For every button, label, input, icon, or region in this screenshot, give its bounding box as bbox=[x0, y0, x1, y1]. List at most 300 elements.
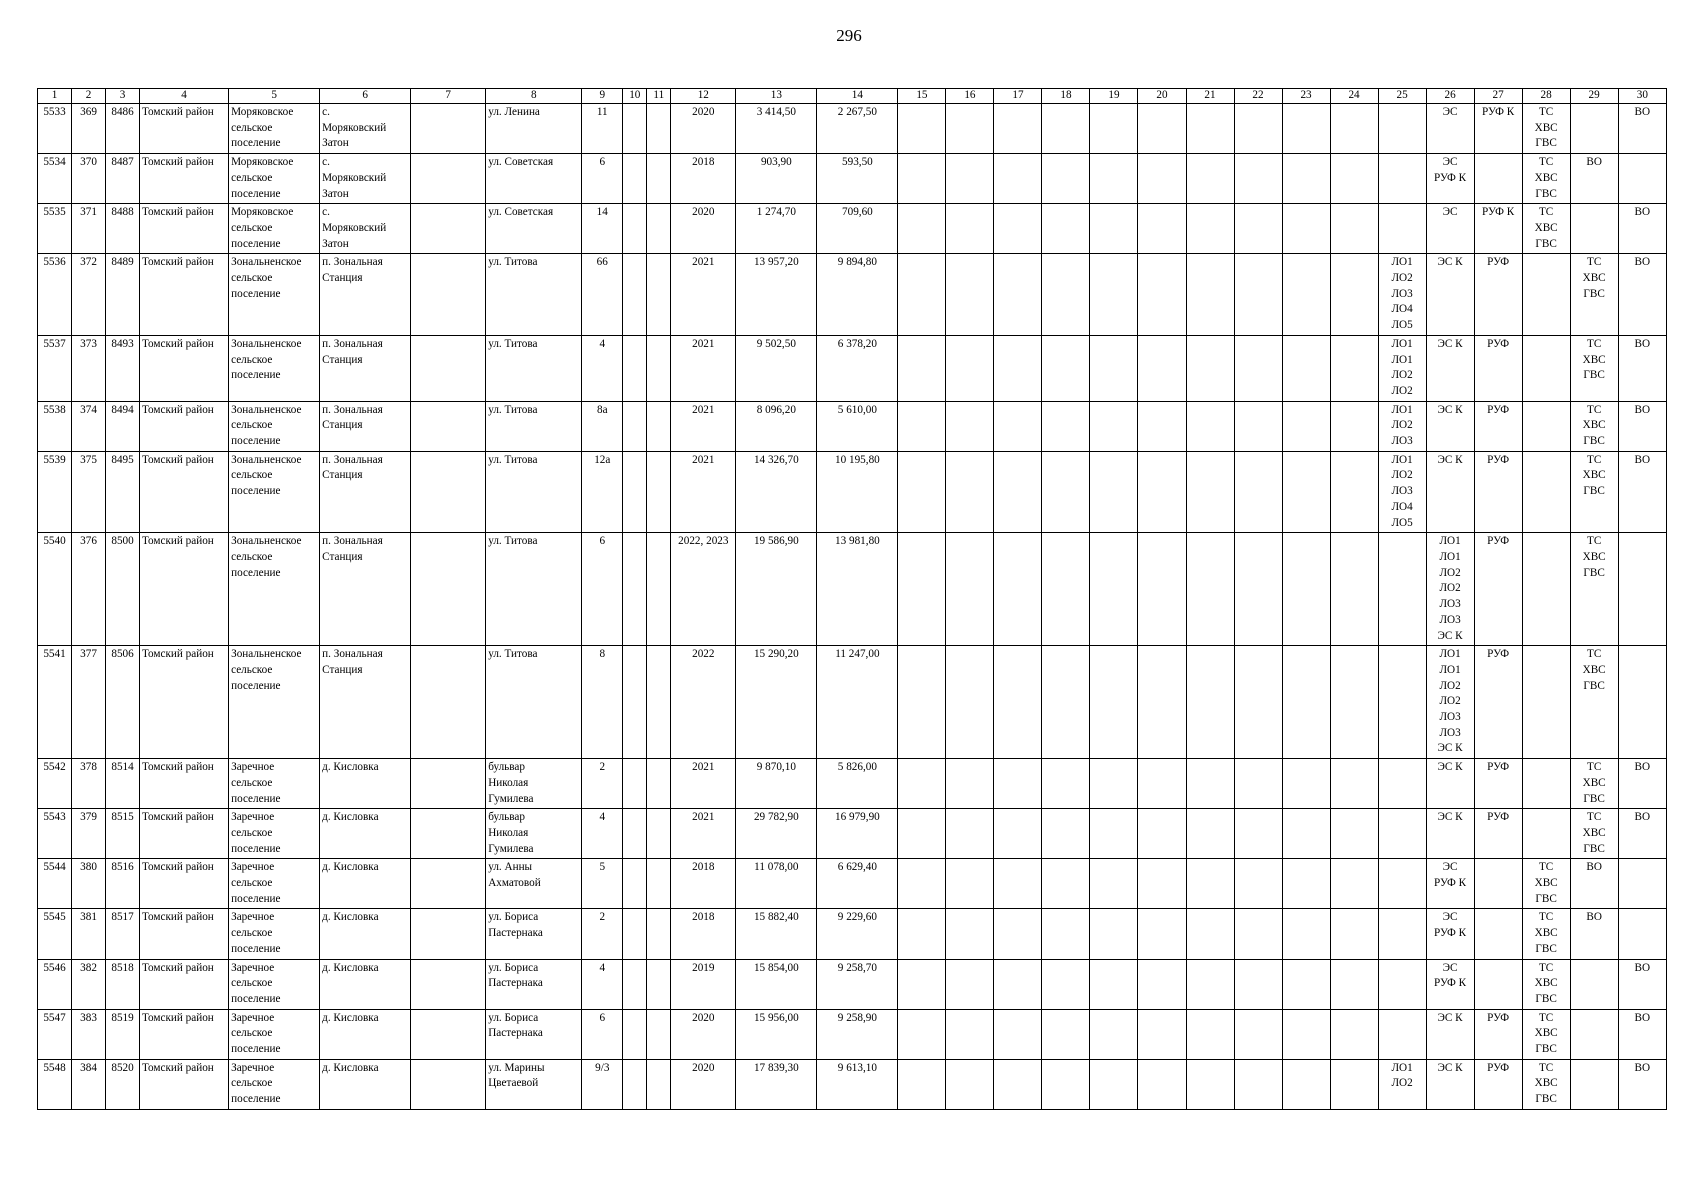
table-cell-col-19 bbox=[1090, 759, 1138, 809]
table-cell-col-1: 5540 bbox=[38, 533, 72, 646]
table-cell-col-19 bbox=[1090, 154, 1138, 204]
table-cell-col-5: Моряковское сельское поселение bbox=[229, 104, 320, 154]
table-cell-col-4: Томский район bbox=[140, 401, 229, 451]
table-cell-col-2: 383 bbox=[72, 1009, 106, 1059]
table-cell-col-20 bbox=[1138, 909, 1186, 959]
column-header-16: 16 bbox=[946, 89, 994, 104]
table-cell-col-21 bbox=[1186, 204, 1234, 254]
table-cell-col-17 bbox=[994, 909, 1042, 959]
column-header-8: 8 bbox=[486, 89, 582, 104]
table-cell-col-5: Заречное сельское поселение bbox=[229, 809, 320, 859]
table-cell-col-21 bbox=[1186, 1059, 1234, 1109]
table-cell-col-23 bbox=[1282, 859, 1330, 909]
table-cell-col-29: ТС ХВС ГВС bbox=[1570, 759, 1618, 809]
table-cell-col-1: 5535 bbox=[38, 204, 72, 254]
table-cell-col-21 bbox=[1186, 809, 1234, 859]
table-cell-col-20 bbox=[1138, 1009, 1186, 1059]
table-cell-col-30 bbox=[1618, 859, 1666, 909]
table-cell-col-24 bbox=[1330, 646, 1378, 759]
table-cell-col-18 bbox=[1042, 533, 1090, 646]
table-cell-col-30: ВО bbox=[1618, 335, 1666, 401]
table-cell-col-28 bbox=[1522, 254, 1570, 336]
table-cell-col-28: ТС ХВС ГВС bbox=[1522, 1009, 1570, 1059]
table-cell-col-4: Томский район bbox=[140, 104, 229, 154]
table-cell-col-10 bbox=[623, 959, 647, 1009]
table-cell-col-19 bbox=[1090, 533, 1138, 646]
table-cell-col-15 bbox=[898, 104, 946, 154]
table-cell-col-25 bbox=[1378, 859, 1426, 909]
table-cell-col-12: 2020 bbox=[671, 1009, 736, 1059]
table-cell-col-18 bbox=[1042, 809, 1090, 859]
table-cell-col-27: РУФ bbox=[1474, 759, 1522, 809]
table-cell-col-18 bbox=[1042, 104, 1090, 154]
table-cell-col-14: 6 629,40 bbox=[817, 859, 898, 909]
table-cell-col-9: 12а bbox=[582, 451, 623, 533]
table-cell-col-24 bbox=[1330, 533, 1378, 646]
table-cell-col-22 bbox=[1234, 646, 1282, 759]
table-cell-col-2: 372 bbox=[72, 254, 106, 336]
table-cell-col-7 bbox=[411, 533, 486, 646]
table-cell-col-28: ТС ХВС ГВС bbox=[1522, 959, 1570, 1009]
table-cell-col-1: 5546 bbox=[38, 959, 72, 1009]
table-cell-col-30: ВО bbox=[1618, 401, 1666, 451]
table-cell-col-11 bbox=[647, 533, 671, 646]
table-cell-col-28: ТС ХВС ГВС bbox=[1522, 104, 1570, 154]
table-row bbox=[38, 451, 1667, 533]
table-cell-col-6: п. Зональная Станция bbox=[320, 254, 411, 336]
table-cell-col-5: Зональненское сельское поселение bbox=[229, 646, 320, 759]
table-cell-col-1: 5536 bbox=[38, 254, 72, 336]
table-cell-col-11 bbox=[647, 909, 671, 959]
table-cell-col-21 bbox=[1186, 254, 1234, 336]
table-cell-col-28 bbox=[1522, 335, 1570, 401]
table-cell-col-4: Томский район bbox=[140, 451, 229, 533]
table-cell-col-11 bbox=[647, 401, 671, 451]
table-cell-col-17 bbox=[994, 104, 1042, 154]
table-cell-col-27: РУФ К bbox=[1474, 204, 1522, 254]
table-cell-col-13: 15 854,00 bbox=[736, 959, 817, 1009]
table-cell-col-28 bbox=[1522, 646, 1570, 759]
table-cell-col-4: Томский район bbox=[140, 646, 229, 759]
table-cell-col-18 bbox=[1042, 451, 1090, 533]
table-cell-col-5: Заречное сельское поселение bbox=[229, 859, 320, 909]
housing-register-table bbox=[37, 88, 1667, 1110]
table-cell-col-27 bbox=[1474, 959, 1522, 1009]
table-cell-col-19 bbox=[1090, 1059, 1138, 1109]
table-cell-col-8: ул. Титова bbox=[486, 451, 582, 533]
table-cell-col-18 bbox=[1042, 759, 1090, 809]
table-cell-col-1: 5534 bbox=[38, 154, 72, 204]
table-cell-col-16 bbox=[946, 104, 994, 154]
table-cell-col-1: 5548 bbox=[38, 1059, 72, 1109]
table-cell-col-24 bbox=[1330, 759, 1378, 809]
table-cell-col-15 bbox=[898, 1009, 946, 1059]
table-cell-col-7 bbox=[411, 451, 486, 533]
table-cell-col-2: 375 bbox=[72, 451, 106, 533]
table-cell-col-13: 13 957,20 bbox=[736, 254, 817, 336]
column-header-7: 7 bbox=[411, 89, 486, 104]
table-cell-col-26: ЭС К bbox=[1426, 1059, 1474, 1109]
table-cell-col-4: Томский район bbox=[140, 959, 229, 1009]
table-cell-col-3: 8495 bbox=[106, 451, 140, 533]
table-cell-col-5: Заречное сельское поселение bbox=[229, 759, 320, 809]
table-cell-col-25: ЛО1 ЛО2 ЛО3 ЛО4 ЛО5 bbox=[1378, 254, 1426, 336]
table-row bbox=[38, 401, 1667, 451]
table-cell-col-7 bbox=[411, 959, 486, 1009]
table-cell-col-29 bbox=[1570, 1059, 1618, 1109]
table-cell-col-3: 8493 bbox=[106, 335, 140, 401]
table-cell-col-6: д. Кисловка bbox=[320, 759, 411, 809]
table-cell-col-24 bbox=[1330, 859, 1378, 909]
table-cell-col-17 bbox=[994, 154, 1042, 204]
table-cell-col-1: 5538 bbox=[38, 401, 72, 451]
table-cell-col-22 bbox=[1234, 154, 1282, 204]
table-cell-col-3: 8488 bbox=[106, 204, 140, 254]
table-cell-col-10 bbox=[623, 809, 647, 859]
column-header-2: 2 bbox=[72, 89, 106, 104]
table-cell-col-17 bbox=[994, 759, 1042, 809]
table-cell-col-6: д. Кисловка bbox=[320, 1059, 411, 1109]
table-cell-col-16 bbox=[946, 809, 994, 859]
table-cell-col-27: РУФ bbox=[1474, 646, 1522, 759]
table-cell-col-9: 4 bbox=[582, 809, 623, 859]
table-cell-col-24 bbox=[1330, 335, 1378, 401]
table-cell-col-19 bbox=[1090, 909, 1138, 959]
table-cell-col-15 bbox=[898, 759, 946, 809]
table-cell-col-3: 8515 bbox=[106, 809, 140, 859]
table-cell-col-4: Томский район bbox=[140, 254, 229, 336]
table-cell-col-9: 5 bbox=[582, 859, 623, 909]
table-cell-col-7 bbox=[411, 809, 486, 859]
table-row bbox=[38, 204, 1667, 254]
table-cell-col-19 bbox=[1090, 204, 1138, 254]
table-cell-col-16 bbox=[946, 759, 994, 809]
table-cell-col-10 bbox=[623, 401, 647, 451]
table-cell-col-30 bbox=[1618, 646, 1666, 759]
table-cell-col-2: 374 bbox=[72, 401, 106, 451]
table-cell-col-24 bbox=[1330, 401, 1378, 451]
table-cell-col-10 bbox=[623, 909, 647, 959]
table-cell-col-6: д. Кисловка bbox=[320, 809, 411, 859]
table-cell-col-29: ТС ХВС ГВС bbox=[1570, 809, 1618, 859]
table-cell-col-20 bbox=[1138, 401, 1186, 451]
table-cell-col-7 bbox=[411, 859, 486, 909]
table-cell-col-15 bbox=[898, 859, 946, 909]
table-cell-col-23 bbox=[1282, 335, 1330, 401]
column-header-28: 28 bbox=[1522, 89, 1570, 104]
table-cell-col-3: 8517 bbox=[106, 909, 140, 959]
table-cell-col-26: ЭС РУФ К bbox=[1426, 154, 1474, 204]
table-cell-col-2: 373 bbox=[72, 335, 106, 401]
table-cell-col-30: ВО bbox=[1618, 451, 1666, 533]
table-cell-col-29: ТС ХВС ГВС bbox=[1570, 401, 1618, 451]
table-cell-col-30 bbox=[1618, 909, 1666, 959]
table-cell-col-16 bbox=[946, 859, 994, 909]
table-cell-col-10 bbox=[623, 759, 647, 809]
table-cell-col-8: ул. Анны Ахматовой bbox=[486, 859, 582, 909]
table-cell-col-1: 5547 bbox=[38, 1009, 72, 1059]
table-cell-col-29 bbox=[1570, 959, 1618, 1009]
table-row bbox=[38, 1059, 1667, 1109]
table-cell-col-2: 378 bbox=[72, 759, 106, 809]
table-cell-col-6: д. Кисловка bbox=[320, 1009, 411, 1059]
table-cell-col-24 bbox=[1330, 959, 1378, 1009]
table-cell-col-26: ЭС РУФ К bbox=[1426, 909, 1474, 959]
table-cell-col-18 bbox=[1042, 254, 1090, 336]
table-cell-col-4: Томский район bbox=[140, 154, 229, 204]
table-cell-col-16 bbox=[946, 909, 994, 959]
table-cell-col-13: 903,90 bbox=[736, 154, 817, 204]
table-row bbox=[38, 335, 1667, 401]
table-cell-col-18 bbox=[1042, 154, 1090, 204]
table-cell-col-26: ЭС bbox=[1426, 104, 1474, 154]
table-cell-col-24 bbox=[1330, 909, 1378, 959]
table-cell-col-6: п. Зональная Станция bbox=[320, 401, 411, 451]
table-cell-col-23 bbox=[1282, 451, 1330, 533]
table-cell-col-29: ВО bbox=[1570, 154, 1618, 204]
table-cell-col-25 bbox=[1378, 154, 1426, 204]
table-cell-col-18 bbox=[1042, 646, 1090, 759]
table-cell-col-25 bbox=[1378, 646, 1426, 759]
table-cell-col-14: 16 979,90 bbox=[817, 809, 898, 859]
table-cell-col-28 bbox=[1522, 451, 1570, 533]
table-cell-col-26: ЭС К bbox=[1426, 451, 1474, 533]
table-cell-col-15 bbox=[898, 254, 946, 336]
table-cell-col-22 bbox=[1234, 859, 1282, 909]
table-cell-col-25: ЛО1 ЛО2 ЛО3 bbox=[1378, 401, 1426, 451]
table-cell-col-28: ТС ХВС ГВС bbox=[1522, 859, 1570, 909]
table-row bbox=[38, 154, 1667, 204]
table-cell-col-27: РУФ bbox=[1474, 1009, 1522, 1059]
table-cell-col-29: ВО bbox=[1570, 909, 1618, 959]
table-cell-col-22 bbox=[1234, 959, 1282, 1009]
table-cell-col-26: ЭС РУФ К bbox=[1426, 959, 1474, 1009]
table-cell-col-15 bbox=[898, 335, 946, 401]
table-cell-col-21 bbox=[1186, 533, 1234, 646]
table-cell-col-8: ул. Титова bbox=[486, 254, 582, 336]
table-cell-col-14: 9 613,10 bbox=[817, 1059, 898, 1109]
table-cell-col-18 bbox=[1042, 401, 1090, 451]
table-cell-col-22 bbox=[1234, 401, 1282, 451]
table-cell-col-7 bbox=[411, 401, 486, 451]
table-cell-col-30: ВО bbox=[1618, 959, 1666, 1009]
table-cell-col-8: ул. Титова bbox=[486, 646, 582, 759]
table-cell-col-11 bbox=[647, 1009, 671, 1059]
column-header-22: 22 bbox=[1234, 89, 1282, 104]
table-cell-col-17 bbox=[994, 254, 1042, 336]
table-cell-col-1: 5544 bbox=[38, 859, 72, 909]
table-cell-col-21 bbox=[1186, 646, 1234, 759]
table-cell-col-17 bbox=[994, 809, 1042, 859]
table-cell-col-10 bbox=[623, 1059, 647, 1109]
table-cell-col-15 bbox=[898, 154, 946, 204]
table-cell-col-7 bbox=[411, 335, 486, 401]
table-cell-col-23 bbox=[1282, 104, 1330, 154]
table-cell-col-5: Зональненское сельское поселение bbox=[229, 401, 320, 451]
table-cell-col-7 bbox=[411, 254, 486, 336]
table-cell-col-17 bbox=[994, 1059, 1042, 1109]
column-header-5: 5 bbox=[229, 89, 320, 104]
table-cell-col-11 bbox=[647, 646, 671, 759]
table-cell-col-12: 2018 bbox=[671, 909, 736, 959]
table-cell-col-29: ТС ХВС ГВС bbox=[1570, 335, 1618, 401]
table-cell-col-8: ул. Титова bbox=[486, 533, 582, 646]
table-cell-col-6: с. Моряковский Затон bbox=[320, 104, 411, 154]
table-cell-col-29 bbox=[1570, 104, 1618, 154]
table-cell-col-26: ЛО1 ЛО1 ЛО2 ЛО2 ЛО3 ЛО3 ЭС К bbox=[1426, 646, 1474, 759]
table-cell-col-13: 14 326,70 bbox=[736, 451, 817, 533]
table-cell-col-14: 11 247,00 bbox=[817, 646, 898, 759]
table-cell-col-19 bbox=[1090, 335, 1138, 401]
table-cell-col-16 bbox=[946, 335, 994, 401]
table-cell-col-18 bbox=[1042, 909, 1090, 959]
table-cell-col-15 bbox=[898, 451, 946, 533]
table-cell-col-24 bbox=[1330, 104, 1378, 154]
table-cell-col-7 bbox=[411, 104, 486, 154]
column-header-30: 30 bbox=[1618, 89, 1666, 104]
table-cell-col-23 bbox=[1282, 909, 1330, 959]
table-cell-col-9: 11 bbox=[582, 104, 623, 154]
table-cell-col-22 bbox=[1234, 1059, 1282, 1109]
table-row bbox=[38, 859, 1667, 909]
table-cell-col-24 bbox=[1330, 809, 1378, 859]
table-cell-col-20 bbox=[1138, 204, 1186, 254]
table-cell-col-2: 371 bbox=[72, 204, 106, 254]
table-cell-col-19 bbox=[1090, 254, 1138, 336]
table-cell-col-17 bbox=[994, 401, 1042, 451]
table-row bbox=[38, 254, 1667, 336]
table-cell-col-14: 9 258,70 bbox=[817, 959, 898, 1009]
table-cell-col-12: 2021 bbox=[671, 254, 736, 336]
table-cell-col-20 bbox=[1138, 335, 1186, 401]
table-cell-col-28: ТС ХВС ГВС bbox=[1522, 909, 1570, 959]
table-cell-col-11 bbox=[647, 809, 671, 859]
table-cell-col-26: ЛО1 ЛО1 ЛО2 ЛО2 ЛО3 ЛО3 ЭС К bbox=[1426, 533, 1474, 646]
table-cell-col-21 bbox=[1186, 959, 1234, 1009]
table-cell-col-10 bbox=[623, 154, 647, 204]
column-header-4: 4 bbox=[140, 89, 229, 104]
table-row bbox=[38, 1009, 1667, 1059]
table-cell-col-20 bbox=[1138, 104, 1186, 154]
table-cell-col-17 bbox=[994, 646, 1042, 759]
table-cell-col-22 bbox=[1234, 533, 1282, 646]
table-cell-col-2: 382 bbox=[72, 959, 106, 1009]
table-cell-col-11 bbox=[647, 104, 671, 154]
table-cell-col-10 bbox=[623, 451, 647, 533]
table-cell-col-29: ТС ХВС ГВС bbox=[1570, 533, 1618, 646]
table-cell-col-28: ТС ХВС ГВС bbox=[1522, 204, 1570, 254]
table-cell-col-15 bbox=[898, 646, 946, 759]
table-cell-col-20 bbox=[1138, 154, 1186, 204]
header-row bbox=[38, 89, 1667, 104]
table-cell-col-2: 380 bbox=[72, 859, 106, 909]
table-cell-col-22 bbox=[1234, 909, 1282, 959]
table-cell-col-10 bbox=[623, 859, 647, 909]
table-cell-col-9: 2 bbox=[582, 909, 623, 959]
table-cell-col-12: 2018 bbox=[671, 154, 736, 204]
table-cell-col-3: 8519 bbox=[106, 1009, 140, 1059]
table-cell-col-27: РУФ bbox=[1474, 254, 1522, 336]
table-cell-col-13: 3 414,50 bbox=[736, 104, 817, 154]
table-cell-col-22 bbox=[1234, 451, 1282, 533]
table-row bbox=[38, 533, 1667, 646]
table-cell-col-5: Заречное сельское поселение bbox=[229, 909, 320, 959]
table-cell-col-25 bbox=[1378, 1009, 1426, 1059]
table-cell-col-27: РУФ bbox=[1474, 533, 1522, 646]
column-header-19: 19 bbox=[1090, 89, 1138, 104]
table-cell-col-16 bbox=[946, 451, 994, 533]
table-cell-col-29 bbox=[1570, 1009, 1618, 1059]
table-cell-col-13: 19 586,90 bbox=[736, 533, 817, 646]
table-cell-col-22 bbox=[1234, 1009, 1282, 1059]
table-cell-col-3: 8514 bbox=[106, 759, 140, 809]
table-cell-col-23 bbox=[1282, 154, 1330, 204]
table-cell-col-4: Томский район bbox=[140, 759, 229, 809]
table-cell-col-13: 15 882,40 bbox=[736, 909, 817, 959]
table-cell-col-11 bbox=[647, 759, 671, 809]
table-cell-col-10 bbox=[623, 204, 647, 254]
table-cell-col-27 bbox=[1474, 909, 1522, 959]
table-cell-col-21 bbox=[1186, 335, 1234, 401]
table-cell-col-22 bbox=[1234, 759, 1282, 809]
table-cell-col-5: Заречное сельское поселение bbox=[229, 1059, 320, 1109]
table-cell-col-6: п. Зональная Станция bbox=[320, 533, 411, 646]
table-cell-col-12: 2021 bbox=[671, 335, 736, 401]
table-cell-col-3: 8516 bbox=[106, 859, 140, 909]
table-cell-col-21 bbox=[1186, 759, 1234, 809]
table-cell-col-10 bbox=[623, 104, 647, 154]
table-cell-col-5: Заречное сельское поселение bbox=[229, 1009, 320, 1059]
table-row bbox=[38, 646, 1667, 759]
table-cell-col-26: ЭС К bbox=[1426, 1009, 1474, 1059]
table-cell-col-27: РУФ bbox=[1474, 401, 1522, 451]
table-cell-col-26: ЭС К bbox=[1426, 254, 1474, 336]
table-cell-col-10 bbox=[623, 646, 647, 759]
table-cell-col-2: 377 bbox=[72, 646, 106, 759]
table-row bbox=[38, 959, 1667, 1009]
table-cell-col-23 bbox=[1282, 646, 1330, 759]
table-cell-col-27: РУФ bbox=[1474, 335, 1522, 401]
table-cell-col-28 bbox=[1522, 401, 1570, 451]
table-cell-col-8: ул. Советская bbox=[486, 204, 582, 254]
table-cell-col-13: 29 782,90 bbox=[736, 809, 817, 859]
table-cell-col-19 bbox=[1090, 646, 1138, 759]
table-cell-col-3: 8487 bbox=[106, 154, 140, 204]
table-cell-col-28: ТС ХВС ГВС bbox=[1522, 1059, 1570, 1109]
table-cell-col-12: 2020 bbox=[671, 1059, 736, 1109]
table-cell-col-30 bbox=[1618, 154, 1666, 204]
table-cell-col-4: Томский район bbox=[140, 204, 229, 254]
table-cell-col-26: ЭС К bbox=[1426, 401, 1474, 451]
table-cell-col-17 bbox=[994, 451, 1042, 533]
table-cell-col-9: 8а bbox=[582, 401, 623, 451]
table-cell-col-1: 5545 bbox=[38, 909, 72, 959]
table-cell-col-12: 2020 bbox=[671, 204, 736, 254]
table-cell-col-14: 10 195,80 bbox=[817, 451, 898, 533]
column-header-20: 20 bbox=[1138, 89, 1186, 104]
table-cell-col-7 bbox=[411, 909, 486, 959]
column-header-21: 21 bbox=[1186, 89, 1234, 104]
table-cell-col-13: 17 839,30 bbox=[736, 1059, 817, 1109]
table-cell-col-8: ул. Марины Цветаевой bbox=[486, 1059, 582, 1109]
table-cell-col-28 bbox=[1522, 533, 1570, 646]
table-cell-col-12: 2021 bbox=[671, 809, 736, 859]
column-header-11: 11 bbox=[647, 89, 671, 104]
table-cell-col-9: 6 bbox=[582, 1009, 623, 1059]
table-cell-col-2: 379 bbox=[72, 809, 106, 859]
table-cell-col-19 bbox=[1090, 104, 1138, 154]
table-cell-col-17 bbox=[994, 859, 1042, 909]
